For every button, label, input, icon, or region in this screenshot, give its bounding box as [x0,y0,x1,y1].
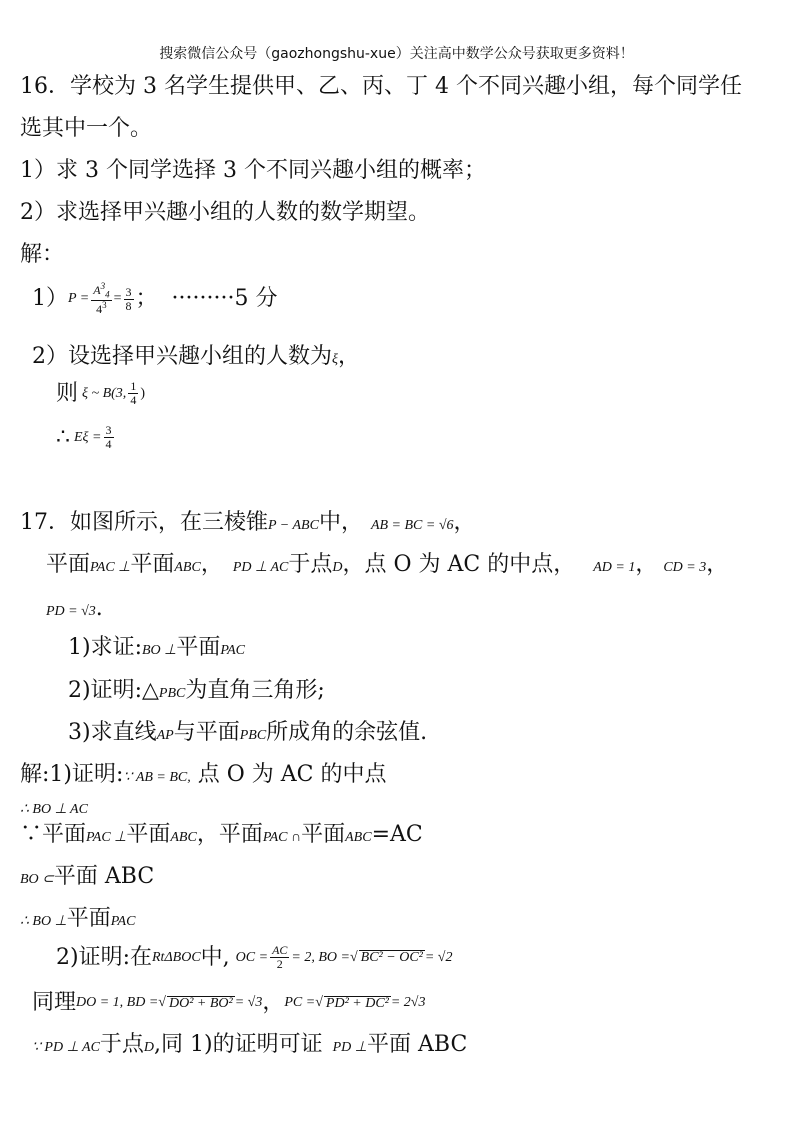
expectation-fraction [104,424,114,451]
abc-2: ABC [345,830,372,845]
plane-word-3: 平面 [126,822,171,847]
equals-ac: =AC [371,822,423,847]
bd-value: = √3 [234,995,263,1010]
arrangement-symbol: A [93,283,101,297]
ab-bc-length: AB = BC = √6 [370,518,454,533]
result-denominator: 8 [125,298,132,313]
ac-num: AC [272,943,288,957]
pyramid-name: P − ABC [268,518,319,533]
at-point: 于点 [288,552,333,577]
ad-length: AD = 1 [593,560,636,575]
q17-line-2 [46,554,728,576]
pc-radicand: PD² + DC² [325,995,389,1011]
bo-subset: BO ⊂ [20,872,54,887]
expectation-den: 4 [105,437,112,452]
two-den: 2 [276,957,283,972]
bo-value: = √2 [424,949,453,965]
q17-solution-8 [32,1034,467,1056]
q16-distribution [56,380,145,407]
score-note: ·········5 分 [171,286,278,312]
plane-word-4: 平面 [301,822,346,847]
header-banner: 搜索微信公众号（gaozhongshu-xue）关注高中数学公众号获取更多资料！ [159,46,634,62]
q16-line-4: 2）求选择甲兴趣小组的人数的数学期望。 [20,200,430,225]
xi-symbol: ξ [332,352,338,367]
pd-perp-ac: PD ⊥ AC [232,560,289,575]
q17-solution-7: 同理 DO = 1, BD = √ DO² + BO² = √3 ， PC = √ PD² + DC² = 2√3 [32,990,426,1015]
fraction-denominator: 4 [96,302,103,317]
plane-word: 平面 [176,635,221,660]
arrangement-sub: 4 [105,289,110,300]
q17-part-3 [68,722,427,744]
prob-symbol: P = [68,291,90,307]
part1-label: 1)求证: [68,635,142,660]
plane-pac: PAC [220,643,246,658]
q16-line-2: 选其中一个。 [20,116,153,141]
ac-half-fraction [270,944,289,971]
pac-perp: PAC ⊥ [86,830,127,845]
cd-length: CD = 3 [663,560,707,575]
q17-comma: ， [453,510,476,535]
period: . [95,596,103,621]
plane-pac-perp: PAC ⊥ [90,560,131,575]
point-d-2: D [143,1040,155,1055]
right-triangle-boc: RtΔBOC [152,949,201,965]
because-plane: ∵平面 [20,822,87,847]
comma-3: ， [706,552,729,577]
ze-label: 则 [56,380,79,406]
comma-2: ， [635,552,658,577]
pc-value: = 2√3 [390,995,426,1010]
pac-2: PAC [110,914,136,929]
q16-expectation [56,424,116,451]
q17-part-1 [68,637,245,659]
q16-solution-label: 解： [20,242,65,267]
part2-label: 2)证明:△ [68,678,159,703]
bo-perp-ac: ∴ BO ⊥ AC [20,802,88,817]
oc-label: OC = [235,949,269,965]
step-1-prefix: 1） [32,286,68,312]
same-proof-text: ,同 1)的证明可证 [154,1032,323,1057]
denominator-exponent: 3 [102,300,107,311]
equals-sign: = [113,291,122,307]
comma-4: ， [262,990,285,1015]
q16-line-3: 1）求 3 个同学选择 3 个不同兴趣小组的概率； [20,158,486,183]
q17-solution-3 [20,824,423,846]
q16-line-1: 16．学校为 3 名学生提供甲、乙、丙、丁 4 个不同兴趣小组，每个同学任 [20,74,742,99]
bo-radicand: BC² − OC² [360,950,423,966]
pc-label: PC = [284,995,316,1010]
in-text: 中, [200,944,230,970]
q17-in: 中， [318,510,363,535]
midpoint-statement: 点 O 为 AC 的中点 [190,762,387,787]
q17-part-2 [68,680,325,702]
similarly-label: 同理 [32,990,77,1015]
bo-perp: BO ⊥ [142,643,177,658]
bo-label: = 2, BO = [291,949,350,965]
because-pd-perp-ac: ∵ PD ⊥ AC [32,1040,100,1055]
line-ap: AP [156,728,174,743]
q17-solution-6: 2)证明:在 RtΔBOC 中, OC = $\frac{AC}{2}$ = 2, BO = √ BC² − OC² = √2 [56,943,453,972]
triangle-pbc: PBC [158,686,186,701]
close-paren: ) [140,385,145,401]
prob-fraction [91,282,111,316]
q17-solution-4 [20,866,154,888]
part3-text: 所成角的余弦值. [266,720,428,745]
q17-solution-5 [20,908,135,930]
therefore-symbol: ∴ [56,424,70,450]
do-bd-label: DO = 1, BD = [76,995,159,1010]
at-point-2: 于点 [99,1032,144,1057]
q17-solution-2 [20,796,88,818]
with-plane: 与平面 [173,720,240,745]
pac-intersect: PAC ∩ [262,830,302,845]
comma-plane: ，平面 [196,822,263,847]
midpoint-text: ，点 O 为 AC 的中点， [342,552,576,577]
plane-word-1: 平面 [46,552,91,577]
pd-perp: PD ⊥ [332,1040,367,1055]
part3-label: 3)求直线 [68,720,157,745]
comma-1: ， [200,552,223,577]
result-fraction [124,286,134,313]
binomial-expression: ξ ~ B(3, [82,385,127,401]
plane-word-5: 平面 [66,906,111,931]
plane-pbc: PBC [239,728,267,743]
expectation-expression: Eξ = [74,429,102,445]
plane-abc-end: 平面 ABC [366,1032,468,1057]
binomial-num: 1 [130,379,137,393]
q17-intro: 17．如图所示，在三棱锥 [20,510,268,535]
q16-step-1 [32,282,277,316]
arrangement-sup: 3 [100,281,106,291]
comma: ， [338,344,361,369]
part2-proof-label: 2)证明:在 [56,944,152,970]
pd-length: PD = √3 [46,604,96,619]
q17-line-1 [20,512,476,534]
q17-line-3 [46,598,103,620]
because-ab-bc: ∵ AB = BC, [123,770,191,785]
part2-text: 为直角三角形; [185,678,325,703]
expectation-num: 3 [105,423,112,437]
plane-abc-text: 平面 ABC [53,864,155,889]
binomial-prob-fraction [128,380,138,407]
binomial-den: 4 [130,393,137,408]
semicolon: ； [135,286,158,312]
point-d: D [332,560,343,575]
plane-word-2: 平面 [130,552,175,577]
bd-radicand: DO² + BO² [168,995,233,1011]
solution-label: 解:1)证明: [20,762,124,787]
therefore-bo-perp: ∴ BO ⊥ [20,914,67,929]
q17-solution-1 [20,764,387,786]
result-numerator: 3 [125,284,132,299]
abc-1: ABC [170,830,197,845]
plane-abc: ABC [174,560,201,575]
step-2-text: 2）设选择甲兴趣小组的人数为 [32,344,332,369]
q16-step-2 [32,346,360,368]
